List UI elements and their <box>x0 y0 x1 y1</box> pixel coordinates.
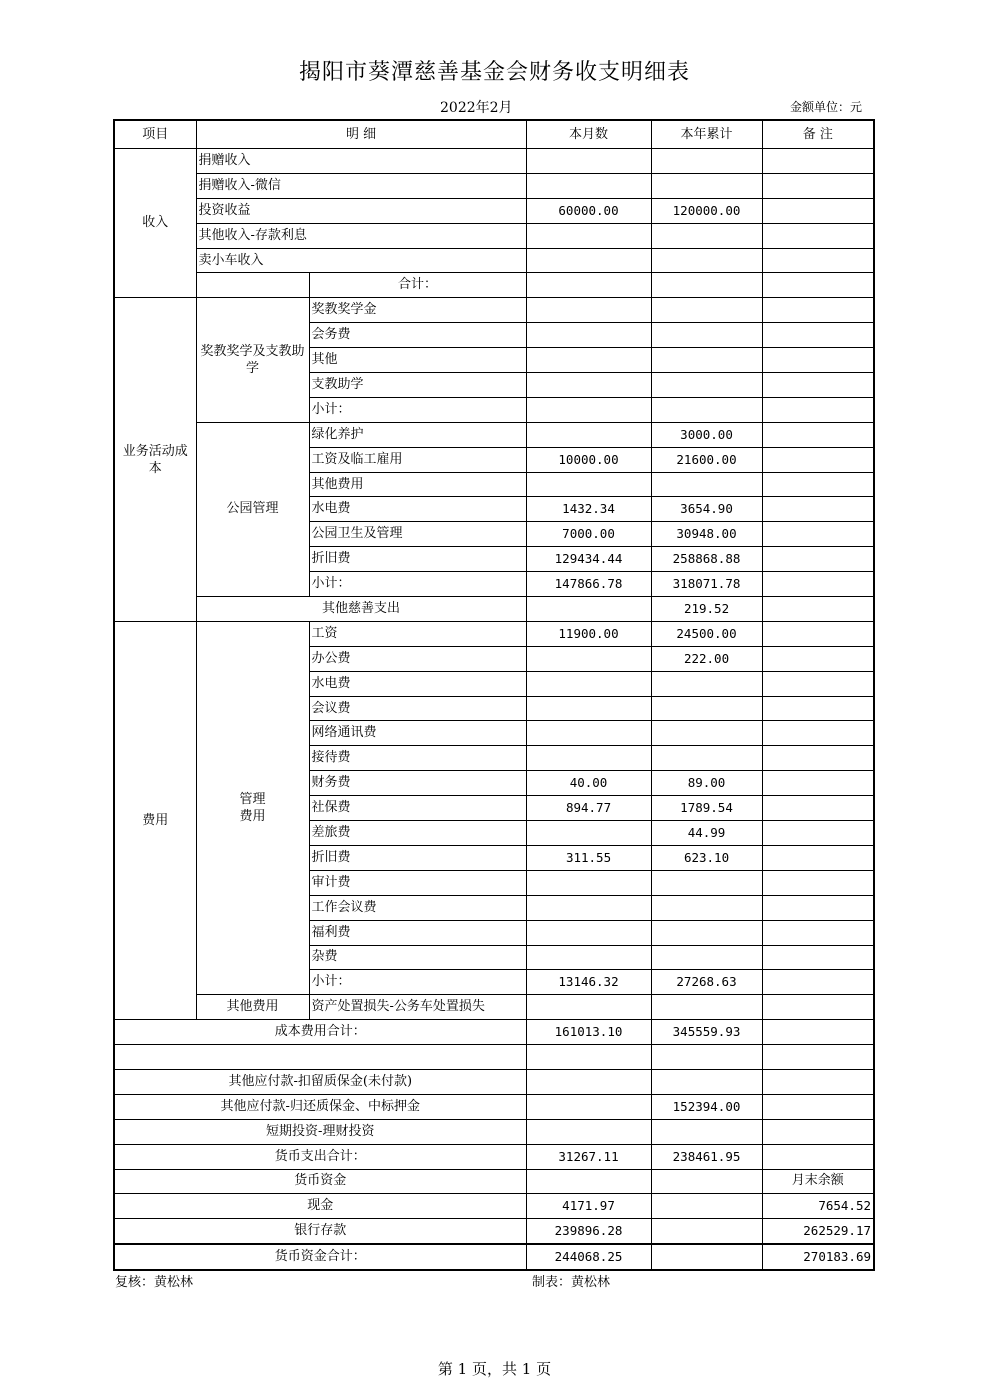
row-ytd: 3000.00 <box>651 422 762 447</box>
table-row <box>114 1144 874 1169</box>
payable-label: 短期投资-理财投资 <box>114 1119 526 1144</box>
row-balance: 262529.17 <box>762 1219 874 1244</box>
row-note <box>762 223 874 248</box>
row-ytd <box>651 223 762 248</box>
row-month: 161013.10 <box>526 1020 651 1045</box>
row-ytd: 120000.00 <box>651 198 762 223</box>
reviewer-label: 复核：黄松林 <box>115 1275 194 1290</box>
row-note <box>762 945 874 970</box>
row-ytd <box>651 348 762 373</box>
table-row <box>114 1045 874 1070</box>
other-charity-label: 其他慈善支出 <box>196 597 526 622</box>
row-note <box>762 273 874 298</box>
row-month <box>526 746 651 771</box>
cash-out-total-label: 货币支出合计： <box>114 1144 526 1169</box>
row-ytd <box>651 1244 762 1270</box>
row-month <box>526 273 651 298</box>
row-note <box>762 373 874 398</box>
row-ytd <box>651 472 762 497</box>
funds-header-label: 货币资金 <box>114 1169 526 1194</box>
spacer-cell <box>196 273 309 298</box>
row-name: 水电费 <box>309 497 526 522</box>
table-row <box>114 223 874 248</box>
row-note <box>762 920 874 945</box>
row-ytd <box>651 248 762 273</box>
row-ytd <box>651 1169 762 1194</box>
table-row <box>114 1119 874 1144</box>
row-ytd: 318071.78 <box>651 572 762 597</box>
row-month <box>526 995 651 1020</box>
row-name: 奖教奖学金 <box>309 298 526 323</box>
header-month: 本月数 <box>526 120 651 149</box>
row-ytd <box>651 870 762 895</box>
row-month <box>526 298 651 323</box>
row-month <box>526 422 651 447</box>
row-month <box>526 895 651 920</box>
row-month: 13146.32 <box>526 970 651 995</box>
row-month: 4171.97 <box>526 1194 651 1219</box>
row-note <box>762 995 874 1020</box>
row-month: 60000.00 <box>526 198 651 223</box>
row-ytd: 89.00 <box>651 771 762 796</box>
row-ytd: 623.10 <box>651 845 762 870</box>
row-note <box>762 771 874 796</box>
row-month: 239896.28 <box>526 1219 651 1244</box>
row-note <box>762 248 874 273</box>
row-name: 投资收益 <box>196 198 526 223</box>
payable-label: 其他应付款-归还质保金、中标押金 <box>114 1094 526 1119</box>
row-month <box>526 472 651 497</box>
row-month: 7000.00 <box>526 522 651 547</box>
row-note <box>762 522 874 547</box>
row-name: 水电费 <box>309 671 526 696</box>
preparer-label: 制表：黄松林 <box>532 1275 611 1290</box>
row-ytd: 345559.93 <box>651 1020 762 1045</box>
month-end-balance-label: 月末余额 <box>762 1169 874 1194</box>
row-month: 10000.00 <box>526 447 651 472</box>
table-row <box>114 298 874 323</box>
row-note <box>762 895 874 920</box>
row-name: 工资及临工雇用 <box>309 447 526 472</box>
row-month <box>526 1169 651 1194</box>
table-row <box>114 1219 874 1244</box>
report-title: 揭阳市葵潭慈善基金会财务收支明细表 <box>298 60 690 85</box>
row-note <box>762 497 874 522</box>
row-ytd <box>651 945 762 970</box>
row-name: 折旧费 <box>309 547 526 572</box>
group-park-label: 公园管理 <box>196 422 309 596</box>
row-month <box>526 1069 651 1094</box>
row-name: 社保费 <box>309 796 526 821</box>
row-month <box>526 597 651 622</box>
row-note <box>762 1094 874 1119</box>
row-note <box>762 597 874 622</box>
row-name: 福利费 <box>309 920 526 945</box>
row-note <box>762 422 874 447</box>
finance-table <box>113 119 875 1271</box>
group-awards-label: 奖教奖学及支教助学 <box>196 298 309 422</box>
row-ytd <box>651 373 762 398</box>
table-row <box>114 1194 874 1219</box>
table-row <box>114 1169 874 1194</box>
row-note <box>762 198 874 223</box>
row-ytd: 152394.00 <box>651 1094 762 1119</box>
row-balance: 7654.52 <box>762 1194 874 1219</box>
business-label: 业务活动成本 <box>114 298 196 622</box>
row-month <box>526 671 651 696</box>
row-note <box>762 970 874 995</box>
table-row <box>114 273 874 298</box>
row-note <box>762 1119 874 1144</box>
row-month: 31267.11 <box>526 1144 651 1169</box>
row-month <box>526 373 651 398</box>
row-name: 小计： <box>309 572 526 597</box>
row-month <box>526 696 651 721</box>
table-row <box>114 1020 874 1045</box>
row-note <box>762 1144 874 1169</box>
row-note <box>762 572 874 597</box>
row-ytd: 238461.95 <box>651 1144 762 1169</box>
row-ytd: 27268.63 <box>651 970 762 995</box>
row-ytd: 1789.54 <box>651 796 762 821</box>
row-month: 244068.25 <box>526 1244 651 1270</box>
fund-label: 现金 <box>114 1194 526 1219</box>
row-note <box>762 323 874 348</box>
row-note <box>762 721 874 746</box>
row-name: 支教助学 <box>309 373 526 398</box>
row-ytd <box>651 1119 762 1144</box>
row-month: 894.77 <box>526 796 651 821</box>
row-name: 其他 <box>309 348 526 373</box>
row-note <box>762 173 874 198</box>
row-month <box>526 1045 651 1070</box>
row-note <box>762 472 874 497</box>
row-ytd <box>651 1045 762 1070</box>
row-name: 财务费 <box>309 771 526 796</box>
row-name: 差旅费 <box>309 821 526 846</box>
row-note <box>762 298 874 323</box>
header-detail: 明 细 <box>196 120 526 149</box>
row-month <box>526 173 651 198</box>
row-ytd: 44.99 <box>651 821 762 846</box>
row-note <box>762 696 874 721</box>
row-note <box>762 348 874 373</box>
page-number: 第 1 页，共 1 页 <box>437 1360 552 1378</box>
row-month <box>526 1094 651 1119</box>
row-month <box>526 348 651 373</box>
row-name: 工作会议费 <box>309 895 526 920</box>
table-row <box>114 1244 874 1270</box>
row-ytd: 258868.88 <box>651 547 762 572</box>
row-ytd <box>651 721 762 746</box>
row-month <box>526 397 651 422</box>
row-note <box>762 821 874 846</box>
row-note <box>762 621 874 646</box>
row-name: 小计： <box>309 397 526 422</box>
row-month <box>526 821 651 846</box>
table-row <box>114 422 874 447</box>
header-note: 备 注 <box>762 120 874 149</box>
table-row <box>114 198 874 223</box>
row-name: 卖小车收入 <box>196 248 526 273</box>
row-note <box>762 1045 874 1070</box>
row-note <box>762 845 874 870</box>
header-item: 项目 <box>114 120 196 149</box>
expenses-label: 费用 <box>114 621 196 1019</box>
blank-cell <box>114 1045 526 1070</box>
row-note <box>762 1069 874 1094</box>
row-note <box>762 447 874 472</box>
row-ytd: 3654.90 <box>651 497 762 522</box>
row-ytd <box>651 696 762 721</box>
row-name: 工资 <box>309 621 526 646</box>
cost-total-label: 成本费用合计： <box>114 1020 526 1045</box>
row-month <box>526 323 651 348</box>
funds-total-label: 货币资金合计： <box>114 1244 526 1270</box>
row-name: 公园卫生及管理 <box>309 522 526 547</box>
row-name: 资产处置损失-公务车处置损失 <box>309 995 526 1020</box>
row-month <box>526 945 651 970</box>
row-ytd: 219.52 <box>651 597 762 622</box>
header-ytd: 本年累计 <box>651 120 762 149</box>
row-ytd: 21600.00 <box>651 447 762 472</box>
row-ytd <box>651 1194 762 1219</box>
row-ytd <box>651 273 762 298</box>
income-label: 收入 <box>114 149 196 298</box>
row-note <box>762 746 874 771</box>
row-name: 办公费 <box>309 646 526 671</box>
row-name: 捐赠收入-微信 <box>196 173 526 198</box>
row-note <box>762 646 874 671</box>
row-month <box>526 1119 651 1144</box>
table-row <box>114 248 874 273</box>
row-note <box>762 397 874 422</box>
fund-label: 银行存款 <box>114 1219 526 1244</box>
row-name: 捐赠收入 <box>196 149 526 174</box>
table-row <box>114 149 874 174</box>
row-name: 接待费 <box>309 746 526 771</box>
row-ytd <box>651 671 762 696</box>
amount-unit: 金额单位：元 <box>790 100 863 114</box>
table-row <box>114 597 874 622</box>
row-ytd: 222.00 <box>651 646 762 671</box>
table-row <box>114 995 874 1020</box>
row-name: 绿化养护 <box>309 422 526 447</box>
row-ytd <box>651 173 762 198</box>
row-name: 其他收入-存款利息 <box>196 223 526 248</box>
mgmt-expenses-label: 管理 费用 <box>196 621 309 994</box>
table-row <box>114 621 874 646</box>
row-note <box>762 796 874 821</box>
row-month: 129434.44 <box>526 547 651 572</box>
row-month: 11900.00 <box>526 621 651 646</box>
row-ytd <box>651 298 762 323</box>
row-balance: 270183.69 <box>762 1244 874 1270</box>
row-month: 1432.34 <box>526 497 651 522</box>
table-row <box>114 1069 874 1094</box>
row-note <box>762 671 874 696</box>
row-ytd <box>651 995 762 1020</box>
table-header-row <box>114 120 874 149</box>
other-expenses-label: 其他费用 <box>196 995 309 1020</box>
table-row <box>114 173 874 198</box>
payable-label: 其他应付款-扣留质保金(未付款) <box>114 1069 526 1094</box>
row-ytd <box>651 1069 762 1094</box>
row-ytd <box>651 149 762 174</box>
table-row <box>114 1094 874 1119</box>
row-month <box>526 149 651 174</box>
row-month <box>526 920 651 945</box>
row-note <box>762 1020 874 1045</box>
row-ytd: 30948.00 <box>651 522 762 547</box>
row-ytd <box>651 895 762 920</box>
row-ytd: 24500.00 <box>651 621 762 646</box>
row-ytd <box>651 323 762 348</box>
row-name: 其他费用 <box>309 472 526 497</box>
row-name: 小计： <box>309 970 526 995</box>
row-name: 审计费 <box>309 870 526 895</box>
row-name: 杂费 <box>309 945 526 970</box>
row-month <box>526 223 651 248</box>
row-month: 311.55 <box>526 845 651 870</box>
row-ytd <box>651 920 762 945</box>
row-month <box>526 248 651 273</box>
row-ytd <box>651 397 762 422</box>
row-note <box>762 547 874 572</box>
row-month <box>526 646 651 671</box>
report-period: 2022年2月 <box>440 100 513 116</box>
row-ytd <box>651 1219 762 1244</box>
income-total-label: 合计： <box>309 273 526 298</box>
row-month <box>526 721 651 746</box>
row-note <box>762 149 874 174</box>
row-ytd <box>651 746 762 771</box>
row-name: 会务费 <box>309 323 526 348</box>
row-name: 会议费 <box>309 696 526 721</box>
row-name: 折旧费 <box>309 845 526 870</box>
row-note <box>762 870 874 895</box>
row-month: 147866.78 <box>526 572 651 597</box>
row-month <box>526 870 651 895</box>
row-name: 网络通讯费 <box>309 721 526 746</box>
row-month: 40.00 <box>526 771 651 796</box>
